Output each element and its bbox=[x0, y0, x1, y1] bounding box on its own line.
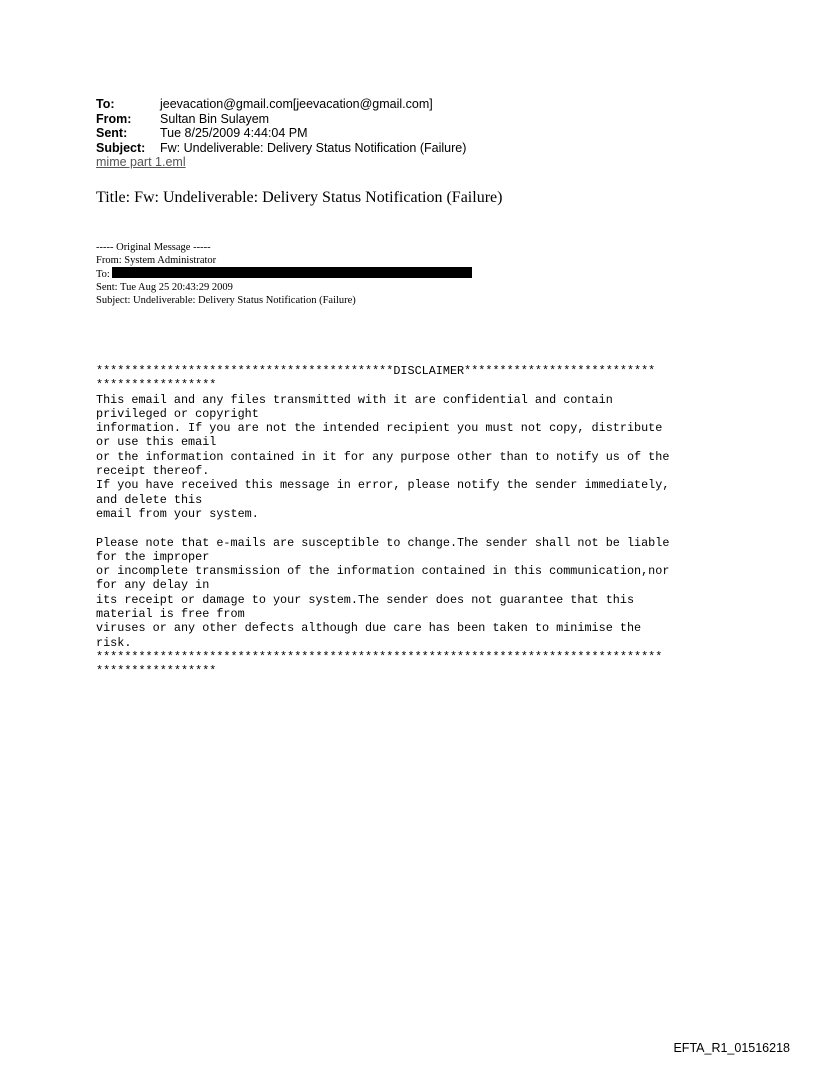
disclaimer-line: and delete this bbox=[96, 492, 203, 507]
from-value: Sultan Bin Sulayem bbox=[160, 111, 270, 126]
disclaimer-text bbox=[96, 364, 669, 679]
to-label: To: bbox=[96, 97, 115, 111]
disclaimer-line: information. If you are not the intended recipient you must not copy, distribute bbox=[96, 421, 663, 436]
disclaimer-line: ***************** bbox=[96, 378, 217, 393]
subject-value: Fw: Undeliverable: Delivery Status Notification (Failure) bbox=[160, 140, 467, 155]
disclaimer-line: receipt thereof. bbox=[96, 464, 210, 479]
disclaimer-line: privileged or copyright bbox=[96, 406, 259, 421]
original-message-block bbox=[96, 242, 472, 308]
subject-row bbox=[96, 141, 466, 156]
disclaimer-line: If you have received this message in error, please notify the sender immediately, bbox=[96, 478, 670, 493]
from-row bbox=[96, 112, 466, 127]
disclaimer-line: material is free from bbox=[96, 607, 245, 622]
disclaimer-line: email from your system. bbox=[96, 506, 259, 521]
disclaimer-line: viruses or any other defects although due care has been taken to minimise the bbox=[96, 621, 642, 636]
subject-label: Subject: bbox=[96, 140, 146, 155]
disclaimer-line: or use this email bbox=[96, 435, 217, 450]
disclaimer-line: ******************************************************************************** bbox=[96, 649, 663, 664]
disclaimer-line: This email and any files transmitted with it are confidential and contain bbox=[96, 392, 613, 407]
original-to-label: To: bbox=[96, 269, 110, 281]
original-to-row bbox=[96, 267, 472, 282]
original-subject: Subject: Undeliverable: Delivery Status Notification (Failure) bbox=[96, 294, 356, 306]
email-header bbox=[96, 97, 466, 170]
sent-value: Tue 8/25/2009 4:44:04 PM bbox=[160, 126, 308, 140]
disclaimer-line: risk. bbox=[96, 635, 132, 650]
disclaimer-line: its receipt or damage to your system.The sender does not guarantee that this bbox=[96, 592, 635, 607]
message-title: Title: Fw: Undeliverable: Delivery Status Notification (Failure) bbox=[96, 189, 503, 206]
disclaimer-line: or the information contained in it for any purpose other than to notify us of the bbox=[96, 449, 670, 464]
disclaimer-line: ******************************************DISCLAIMER*************************** bbox=[96, 364, 656, 378]
sent-label: Sent: bbox=[96, 126, 128, 140]
to-value: jeevacation@gmail.com[jeevacation@gmail.com] bbox=[160, 97, 433, 111]
disclaimer-line: for any delay in bbox=[96, 578, 210, 593]
disclaimer-line: for the improper bbox=[96, 549, 210, 564]
redaction-bar bbox=[112, 267, 472, 278]
original-message-separator: ----- Original Message ----- bbox=[96, 242, 211, 253]
from-label: From: bbox=[96, 111, 132, 126]
attachment-link[interactable]: mime part 1.eml bbox=[96, 155, 186, 169]
document-id: EFTA_R1_01516218 bbox=[673, 1041, 790, 1055]
disclaimer-line: Please note that e-mails are susceptible to change.The sender shall not be liable bbox=[96, 535, 670, 550]
original-sent: Sent: Tue Aug 25 20:43:29 2009 bbox=[96, 282, 233, 294]
attachment-row bbox=[96, 155, 466, 170]
sent-row bbox=[96, 126, 466, 141]
disclaimer-line: or incomplete transmission of the information contained in this communication,nor bbox=[96, 564, 670, 579]
to-row bbox=[96, 97, 466, 112]
original-from: From: System Administrator bbox=[96, 254, 217, 266]
disclaimer-line: ***************** bbox=[96, 664, 217, 679]
